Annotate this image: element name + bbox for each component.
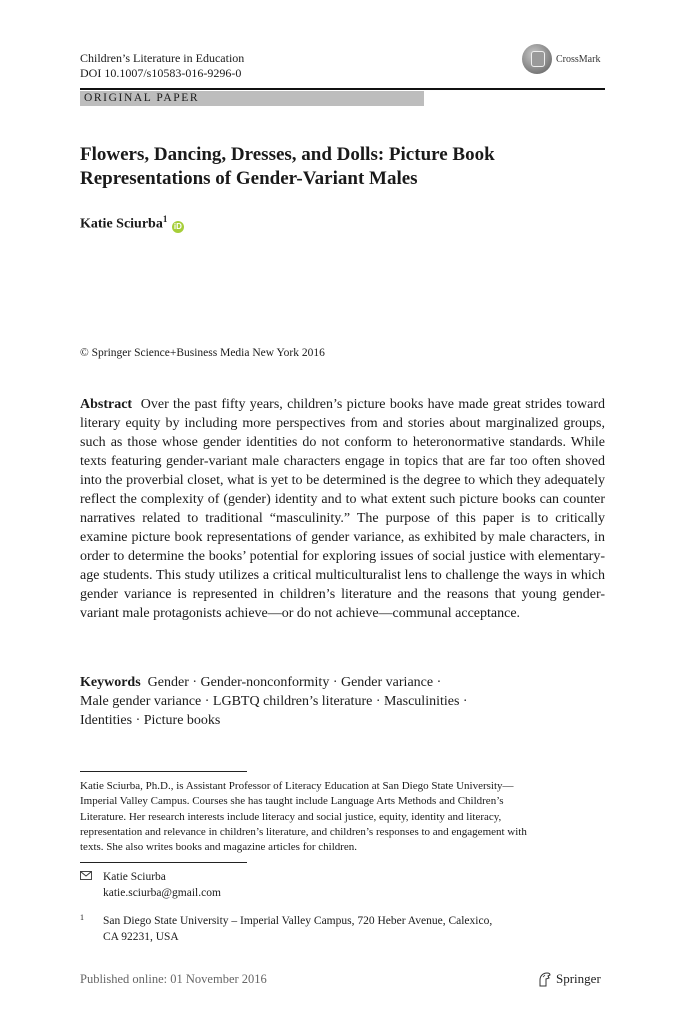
published-date: Published online: 01 November 2016: [80, 972, 267, 986]
affiliation-number: 1: [80, 913, 84, 922]
title-line: Flowers, Dancing, Dresses, and Dolls: Picture Book: [80, 144, 495, 165]
keywords-line: Identities · Picture books: [80, 713, 221, 728]
footnote-rule: [80, 771, 247, 772]
keywords-label: Keywords: [80, 675, 141, 690]
springer-logo: [537, 971, 601, 987]
author-affiliation-marker: 1: [162, 214, 168, 224]
article-title: [80, 143, 605, 191]
bio-line: Literature. Her research interests include literacy and social justice, equity, identity and literacy,: [80, 810, 502, 823]
bio-line: Imperial Valley Campus. Courses she has taught include Language Arts Methods and Children’s: [80, 795, 504, 808]
keywords-line: Gender · Gender-nonconformity · Gender variance ·: [147, 675, 442, 690]
abstract-text: Over the past fifty years, children’s picture books have made great strides toward literary equity by including more perspectives from and stories about marginalized groups, such as those whose gender identities do not conform to heteronormative standards. While texts featuring gender-variant male characters engage in topics that are far too often shoved into the proverbial closet, what is yet to be determined is the degree to which they adequately reflect the complexity of (gender) identity and to what extent such picture books can counter narratives related to traditional “masculinity.” The purpose of this paper is to critically examine picture book representations of gender variance, as exhibited by male characters, in order to determine the books’ potential for exploring issues of social justice with elementary-age students. This study utilizes a critical multiculturalist lens to challenge the ways in which gender variance is represented in children’s literature and the reasons that young gender-variant male protagonists achieve—or do not achieve—communal acceptance.: [80, 397, 606, 621]
abstract-label: Abstract: [80, 397, 133, 412]
author-bio: [80, 779, 605, 855]
bio-line: texts. She also writes books and magazine articles for children.: [80, 841, 358, 854]
author: [80, 214, 184, 233]
keywords-line: Male gender variance · LGBTQ children’s literature · Masculinities ·: [80, 694, 468, 709]
author-name[interactable]: Katie Sciurba: [80, 216, 163, 232]
orcid-icon[interactable]: iD: [173, 221, 182, 231]
copyright-notice: © Springer Science+Business Media New York 2016: [80, 347, 325, 359]
publisher-name: Springer: [556, 971, 601, 986]
bio-line: Katie Sciurba, Ph.D., is Assistant Professor of Literacy Education at San Diego State University—: [80, 780, 514, 792]
contact-email[interactable]: katie.sciurba@gmail.com: [103, 887, 221, 899]
affiliation-line: CA 92231, USA: [103, 931, 179, 943]
crossmark-badge[interactable]: [522, 44, 608, 76]
paper-type-banner: ORIGINAL PAPER: [80, 91, 424, 106]
journal-doi[interactable]: DOI 10.1007/s10583-016-9296-0: [80, 66, 242, 80]
crossmark-label: CrossMark: [556, 54, 601, 65]
springer-horse-icon: [537, 971, 553, 988]
journal-header: [80, 51, 244, 81]
header-rule: [80, 88, 605, 90]
affiliation-line: San Diego State University – Imperial Valley Campus, 720 Heber Avenue, Calexico,: [103, 915, 493, 927]
crossmark-icon: [522, 44, 552, 74]
journal-name: Children’s Literature in Education: [80, 51, 245, 65]
keywords: [80, 673, 605, 730]
abstract: [80, 395, 605, 623]
bio-line: representation and relevance in children’s literature, and children’s responses to and engagement with: [80, 825, 527, 838]
corresponding-author: [80, 869, 605, 901]
envelope-icon: [80, 871, 92, 880]
affiliation: [80, 913, 605, 945]
contact-name: Katie Sciurba: [103, 871, 166, 883]
footnote-rule: [80, 862, 247, 863]
title-line: Representations of Gender-Variant Males: [80, 168, 418, 189]
